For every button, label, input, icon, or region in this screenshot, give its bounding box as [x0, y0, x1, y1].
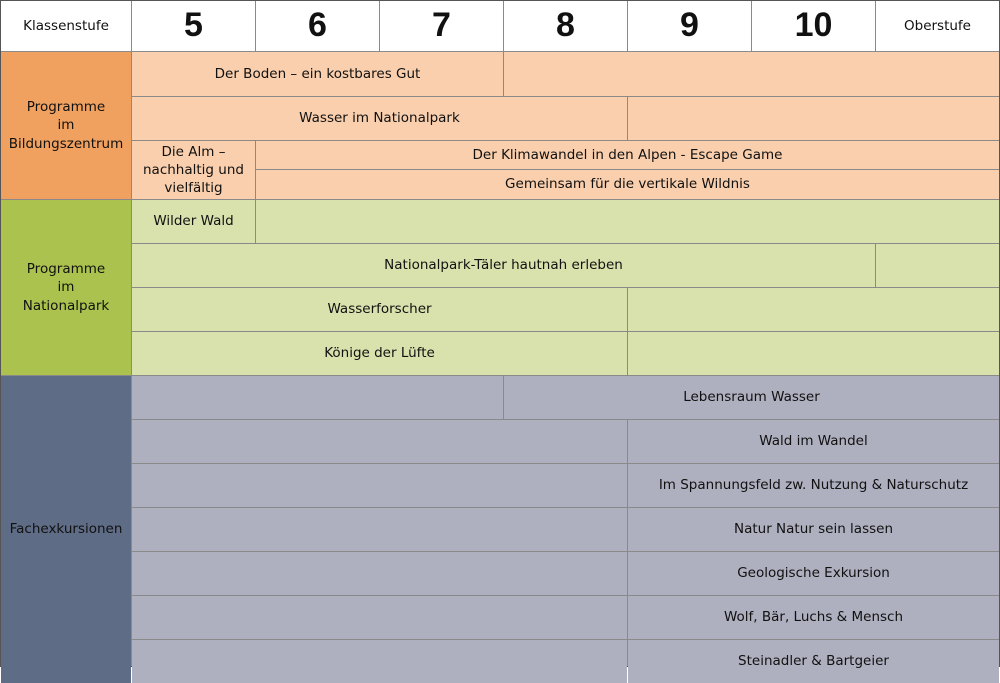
program-wald-im-wandel: Wald im Wandel [628, 420, 999, 463]
grade-5: 5 [132, 1, 255, 51]
empty-cell [132, 464, 627, 507]
section-label-fachexkursionen: Fachexkursionen [1, 376, 131, 683]
section-label-bildungszentrum [1, 52, 131, 199]
label-line: Programme [26, 261, 106, 278]
program-wasser-np: Wasser im Nationalpark [132, 97, 627, 140]
label-line: Bildungszentrum [8, 135, 124, 152]
empty-cell [132, 640, 627, 683]
empty-cell [628, 97, 999, 140]
empty-cell [132, 376, 503, 419]
program-taeler: Nationalpark-Täler hautnah erleben [132, 244, 875, 287]
grade-7: 7 [380, 1, 503, 51]
empty-cell [132, 596, 627, 639]
program-natur: Natur Natur sein lassen [628, 508, 999, 551]
program-spannungsfeld: Im Spannungsfeld zw. Nutzung & Naturschutz [628, 464, 999, 507]
empty-cell [628, 288, 999, 331]
program-steinadler: Steinadler & Bartgeier [628, 640, 999, 683]
empty-cell [132, 420, 627, 463]
empty-cell [132, 552, 627, 595]
grade-8: 8 [504, 1, 627, 51]
program-alm: Die Alm – nachhaltig und vielfältig [132, 141, 255, 199]
program-wasserforscher: Wasserforscher [132, 288, 627, 331]
grade-6: 6 [256, 1, 379, 51]
program-klimawandel: Der Klimawandel in den Alpen - Escape Game [256, 141, 999, 169]
program-wolf: Wolf, Bär, Luchs & Mensch [628, 596, 999, 639]
grade-oberstufe: Oberstufe [876, 1, 999, 51]
program-lebensraum-wasser: Lebensraum Wasser [504, 376, 999, 419]
program-koenige: Könige der Lüfte [132, 332, 627, 375]
program-wilder-wald: Wilder Wald [132, 200, 255, 243]
grade-10: 10 [752, 1, 875, 51]
empty-cell [876, 244, 999, 287]
empty-cell [504, 52, 999, 96]
empty-cell [132, 508, 627, 551]
program-boden: Der Boden – ein kostbares Gut [132, 52, 503, 96]
label-line: Nationalpark [22, 297, 110, 314]
section-label-nationalpark [1, 200, 131, 375]
empty-cell [256, 200, 999, 243]
label-line: im [57, 117, 75, 134]
program-geologie: Geologische Exkursion [628, 552, 999, 595]
label-line: im [57, 279, 75, 296]
label-line: Programme [26, 99, 106, 116]
header-klassenstufe: Klassenstufe [1, 1, 131, 51]
program-gemeinsam: Gemeinsam für die vertikale Wildnis [256, 170, 999, 199]
empty-cell [628, 332, 999, 375]
grade-9: 9 [628, 1, 751, 51]
